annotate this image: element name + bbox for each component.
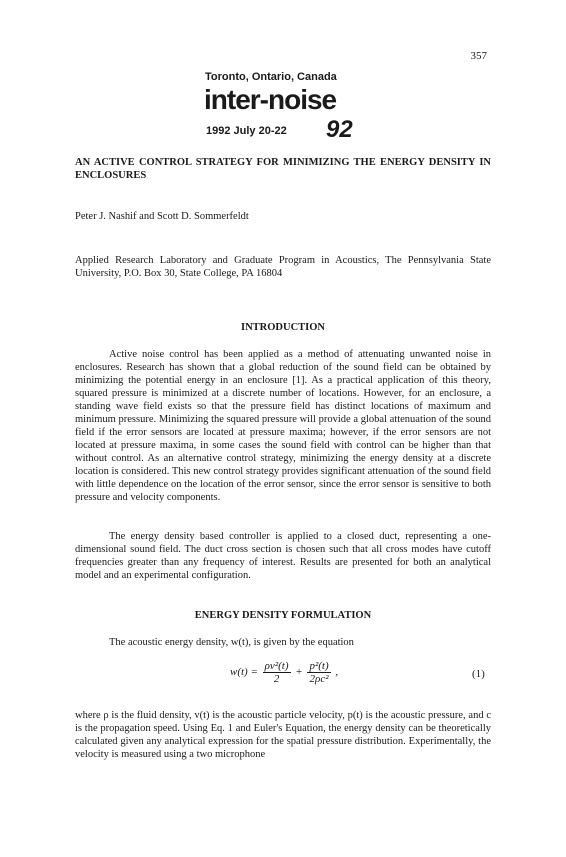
equation-tail: ,	[335, 666, 339, 679]
equation-numerator-kinetic: ρv²(t)	[264, 660, 289, 672]
section-heading-introduction: INTRODUCTION	[240, 322, 325, 333]
paragraph-intro-2: The energy density based controller is applied to a closed duct, representing a one-dimensional sound field. The duct cross section is chosen such that all cross modes have cutoff frequencies greater than any frequency of interest. Results are presented for both an analytical model and an experimental configuration.	[75, 531, 491, 581]
equation-1	[230, 660, 338, 685]
equation-lhs: w(t) =	[230, 666, 258, 679]
conference-year-mark: 92	[326, 116, 353, 143]
paper-title: AN ACTIVE CONTROL STRATEGY FOR MINIMIZING THE ENERGY DENSITY IN ENCLOSURES	[75, 157, 491, 181]
equation-fraction-potential	[307, 660, 330, 685]
paragraph-intro-1: Active noise control has been applied as a method of attenuating unwanted noise in enclosures. Research has shown that a global reduction of the sound field can be obtained by minimizing the potential energy in an enclosure [1]. As a practical application of this theory, squared pressure is minimized at a discrete number of locations. However, for an enclosure, a standing wave field exists so that the pressure field has distinct locations of maximum and minimum pressure. Minimizing the squared pressure will provide a global attenuation of the sound field if the error sensors are located at pressure maxima; however, if the error sensors are not located at pressure maxima, in some cases the sound field with control can be higher than that without control. As an alternative control strategy, minimizing the energy density at a discrete location is considered. This new control strategy provides significant attenuation of the sound field with little dependence on the location of the error sensor, since the error sensor is sensitive to both pressure and velocity components.	[75, 349, 491, 503]
equation-number: (1)	[472, 668, 485, 680]
paragraph-energy-2: where ρ is the fluid density, v(t) is the acoustic particle velocity, p(t) is the acoustic pressure, and c is the propagation speed. Using Eq. 1 and Euler's Equation, the energy density can be theoretically calculated given any analytical expression for the spatial pressure distribution. Experimentally, the velocity is measured using a two microphone	[75, 710, 491, 760]
section-heading-energy-density: ENERGY DENSITY FORMULATION	[194, 610, 372, 621]
page-number: 357	[470, 50, 487, 62]
equation-plus: +	[295, 666, 303, 679]
equation-numerator-potential: p²(t)	[309, 660, 329, 672]
equation-fraction-kinetic	[263, 660, 291, 685]
equation-denominator-potential: 2ρc²	[309, 673, 329, 685]
conference-dates: 1992 July 20-22	[206, 125, 287, 137]
conference-logo: inter-noise	[204, 84, 337, 115]
paper-authors: Peter J. Nashif and Scott D. Sommerfeldt	[75, 211, 249, 222]
conference-location: Toronto, Ontario, Canada	[205, 71, 337, 83]
paragraph-energy-1: The acoustic energy density, w(t), is given by the equation	[109, 637, 354, 648]
equation-denominator-kinetic: 2	[273, 673, 280, 685]
paper-affiliation: Applied Research Laboratory and Graduate Program in Acoustics, The Pennsylvania State University, P.O. Box 30, State College, PA 16804	[75, 255, 491, 279]
